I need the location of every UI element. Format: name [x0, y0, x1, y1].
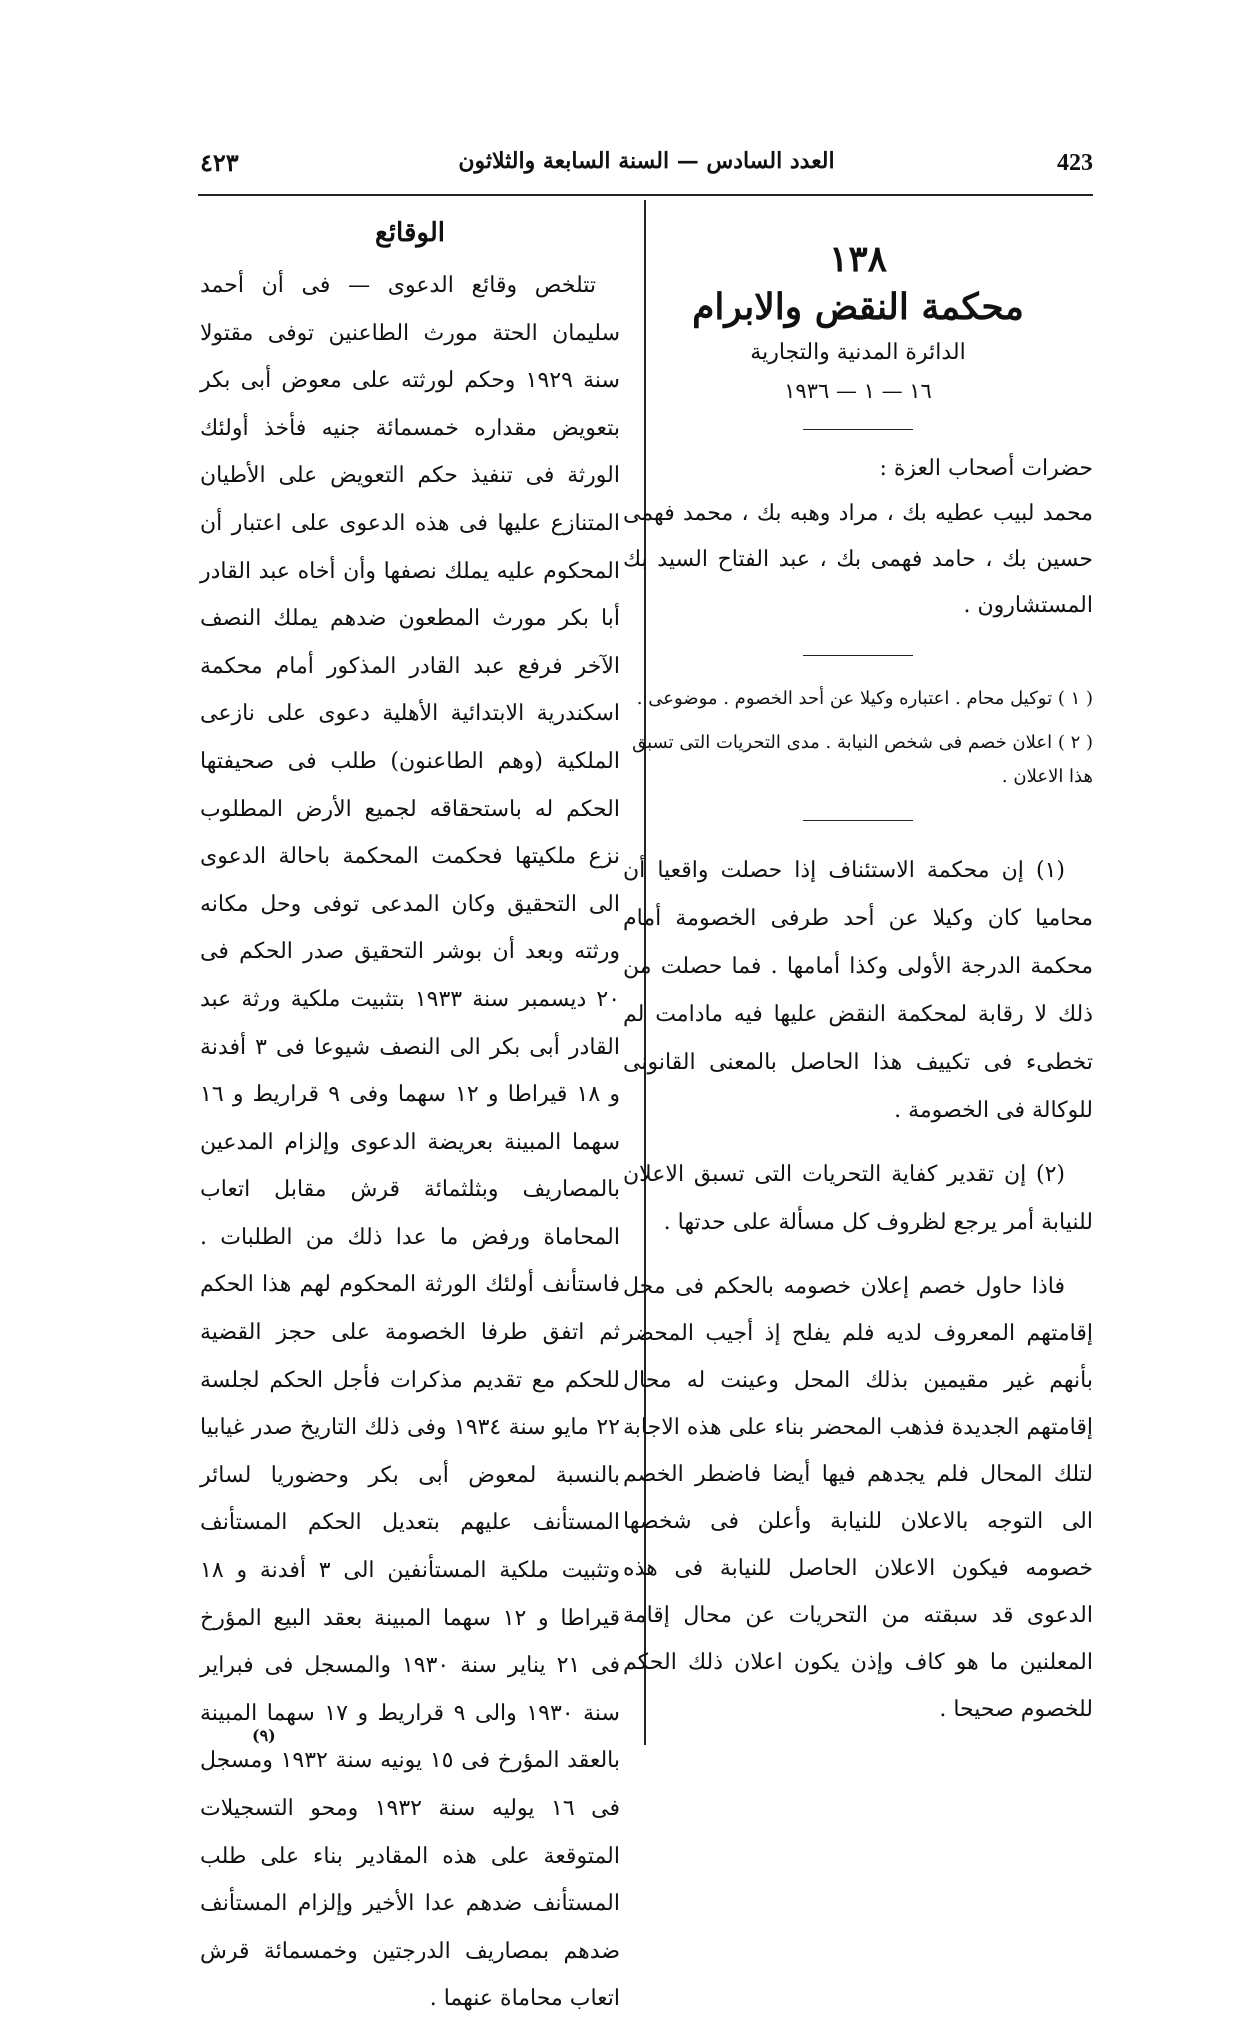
headnote: ( ٢ ) اعلان خصم فى شخص النيابة . مدى التحريات التى تسبق هذا الاعلان .: [632, 732, 1093, 787]
headnote: ( ١ ) توكيل محام . اعتباره وكيلا عن أحد الخصوم . موضوعى .: [636, 688, 1093, 709]
divider: [803, 820, 913, 821]
principle: (١) إن محكمة الاستئناف إذا حصلت واقعيا أن محاميا كان وكيلا عن أحد طرفى الخصومة أمام محكمة الدرجة الأولى وكذا أمامها . فما حصلت من ذلك لا رقابة لمحكمة النقض عليها فيه مادامت لم تخطىء فى تكييف هذا الحاصل بالمعنى القانونى للوكالة فى الخصومة .: [623, 858, 1093, 1123]
running-header: [200, 148, 1093, 188]
principle: (٢) إن تقدير كفاية التحريات التى تسبق الاعلان للنيابة أمر يرجع لظروف كل مسألة على حدتها .: [623, 1162, 1093, 1235]
ruling-paragraph: فاذا حاول خصم إعلان خصومه بالحكم فى محل إقامتهم المعروف لديه فلم يفلح إذ أجيب المحضر بأنهم غير مقيمين بذلك المحل وعينت له محال إقامتهم الجديدة فذهب المحضر بناء على هذه الاجابة لتلك المحال فلم يجدهم فيها أيضا فاضطر الخصم الى التوجه بالاعلان للنيابة وأعلن فى شخصها خصومه فيكون الاعلان الحاصل للنيابة فى هذه الدعوى قد سبقته من التحريات عن محال إقامة المعلنين ما هو كاف وإذن يكون اعلان ذلك الحكم للخصوم صحيحا .: [623, 1274, 1093, 1722]
page-number-latin: 423: [1057, 150, 1093, 176]
court-circuit: الدائرة المدنية والتجارية: [750, 340, 966, 365]
judges-heading: حضرات أصحاب العزة :: [879, 456, 1093, 481]
running-title: العدد السادس — السنة السابعة والثلاثون: [458, 148, 835, 174]
divider: [803, 655, 913, 656]
divider: [803, 429, 913, 430]
case-date: ١٦ — ١ — ١٩٣٦: [784, 379, 932, 403]
facts-title: الوقائع: [374, 218, 445, 248]
header-rule: [198, 194, 1093, 196]
court-name: محكمة النقض والابرام: [692, 286, 1024, 328]
right-column: [623, 220, 1093, 1733]
headnotes: [623, 682, 1093, 794]
left-column: [200, 218, 620, 2023]
judges-list: محمد لبيب عطيه بك ، مراد وهبه بك ، محمد فهمى حسين بك ، حامد فهمى بك ، عبد الفتاح السيد بك المستشارون .: [623, 501, 1093, 618]
case-number: ١٣٨: [828, 238, 887, 280]
page-number-arabic: ٤٢٣: [200, 148, 239, 177]
signature-mark: (٩): [252, 1726, 276, 1745]
facts-paragraph: تتلخص وقائع الدعوى — فى أن أحمد سليمان الحتة مورث الطاعنين توفى مقتولا سنة ١٩٢٩ وحكم لورثته على معوض أبى بكر بتعويض مقداره خمسمائة جنيه فأخذ أولئك الورثة فى تنفيذ حكم التعويض على الأطيان المتنازع عليها فى هذه الدعوى على اعتبار أن المحكوم عليه يملك نصفها وأن أخاه عبد القادر أبا بكر مورث المطعون ضدهم يملك النصف الآخر فرفع عبد القادر المذكور أمام محكمة اسكندرية الابتدائية الأهلية دعوى على نازعى الملكية (وهم الطاعنون) طلب فى صحيفتها الحكم له باستحقاقه لجميع الأرض المطلوب نزع ملكيتها فحكمت المحكمة باحالة الدعوى الى التحقيق وكان المدعى توفى وحل مكانه ورثته وبعد أن بوشر التحقيق صدر الحكم فى ٢٠ ديسمبر سنة ١٩٣٣ بتثبيت ملكية ورثة عبد القادر أبى بكر الى النصف شيوعا فى ٣ أفدنة و ١٨ قيراطا و ١٢ سهما وفى ٩ قراريط و ١٦ سهما المبينة بعريضة الدعوى وإلزام المدعين بالمصاريف وبثلثمائة قرش مقابل اتعاب المحاماة ورفض ما عدا ذلك من الطلبات . فاستأنف أولئك الورثة المحكوم لهم هذا الحكم ثم اتفق طرفا الخصومة على حجز القضية للحكم مع تقديم مذكرات فأجل الحكم لجلسة ٢٢ مايو سنة ١٩٣٤ وفى ذلك التاريخ صدر غيابيا بالنسبة لمعوض أبى بكر وحضوريا لسائر المستأنف عليهم بتعديل الحكم المستأنف وتثبيت ملكية المستأنفين الى ٣ أفدنة و ١٨ قيراطا و ١٢ سهما المبينة بعقد البيع المؤرخ فى ٢١ يناير سنة ١٩٣٠ والمسجل فى فبراير سنة ١٩٣٠ والى ٩ قراريط و ١٧ سهما المبينة بالعقد المؤرخ فى ١٥ يونيه سنة ١٩٣٢ ومسجل فى ١٦ يوليه سنة ١٩٣٢ ومحو التسجيلات المتوقعة على هذه المقادير بناء على طلب المستأنف ضدهم عدا الأخير وإلزام المستأنف ضدهم بمصاريف الدرجتين وخمسمائة قرش اتعاب محاماة عنهما .: [200, 273, 621, 2012]
